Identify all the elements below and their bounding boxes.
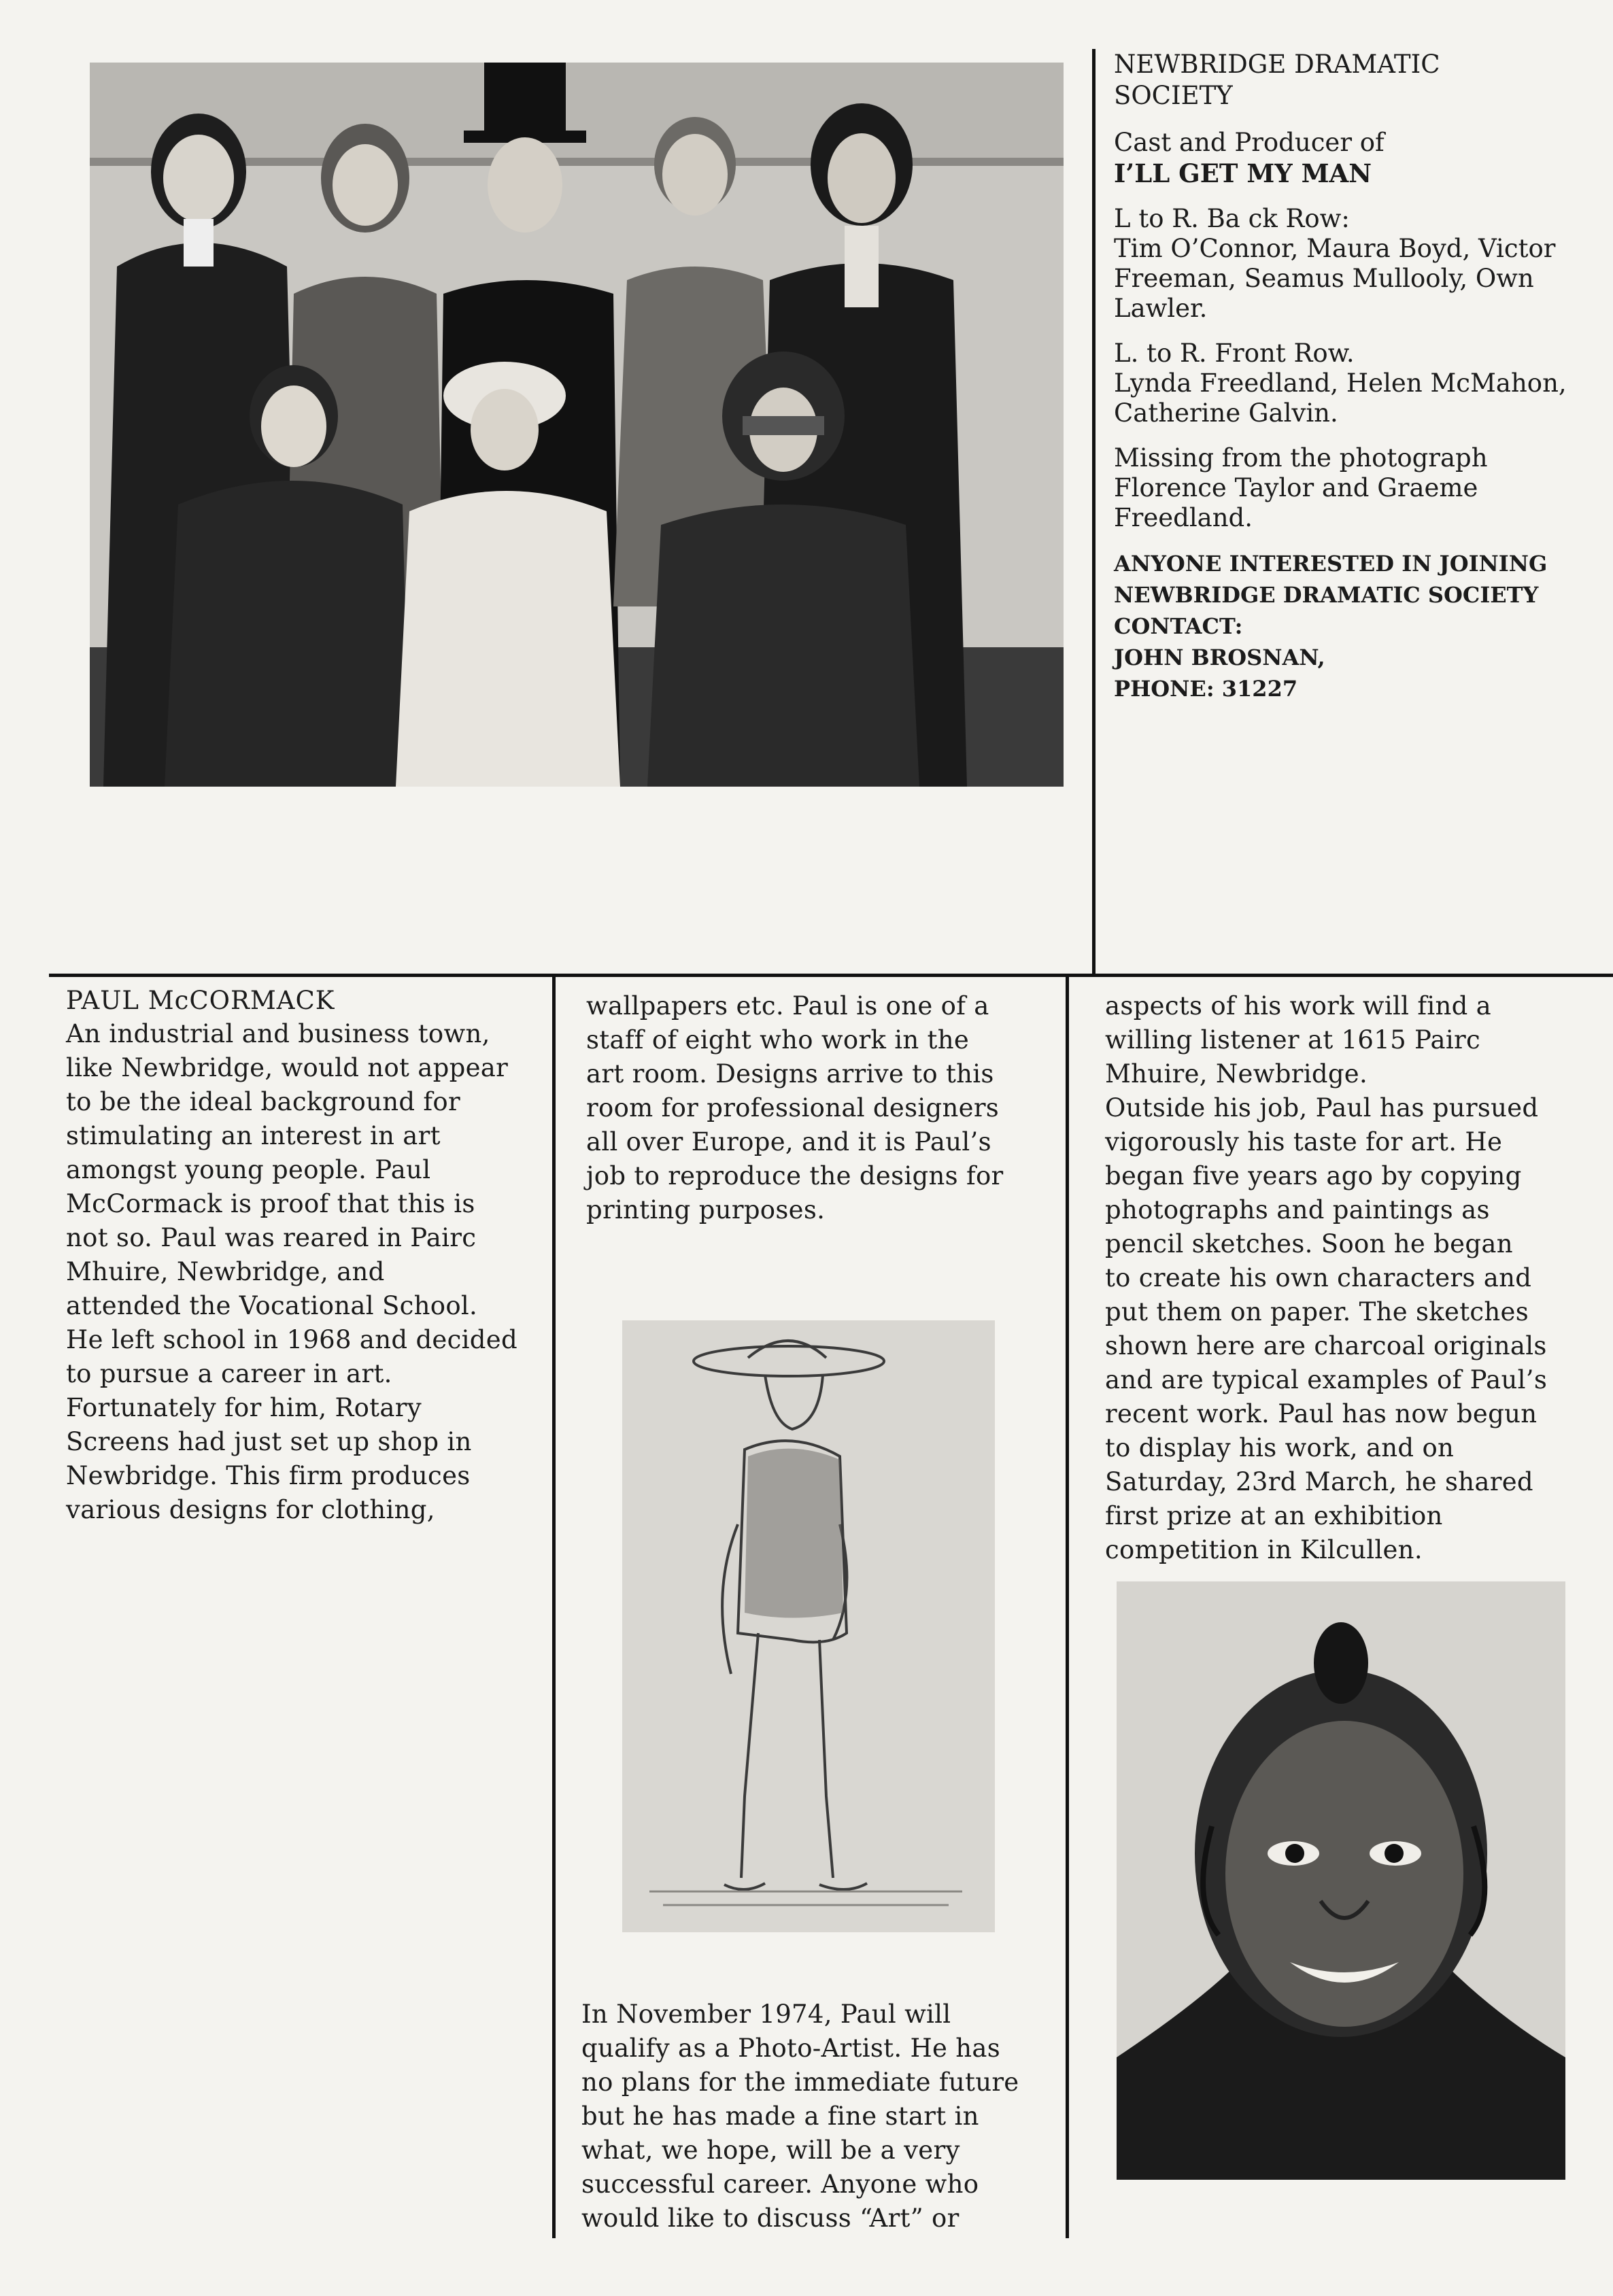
article-title: PAUL McCORMACK	[66, 986, 335, 1015]
article-column-2-top	[586, 989, 1055, 1227]
play-title: I’LL GET MY MAN	[1114, 158, 1372, 188]
cast-group-photo	[90, 63, 1064, 787]
back-row-names: L to R. Ba ck Row: Tim O’Connor, Maura Boyd, Victor Freeman, Seamus Mullooly, Own Lawler.	[1114, 204, 1556, 323]
photo-caption	[1114, 49, 1590, 704]
society-heading: NEWBRIDGE DRAMATIC SOCIETY	[1114, 50, 1440, 110]
section-divider	[49, 974, 1613, 977]
column-rule-right	[1066, 977, 1069, 2238]
contact-notice: ANYONE INTERESTED IN JOINING NEWBRIDGE DRAMATIC SOCIETY CONTACT: JOHN BROSNAN, PHONE: 31227	[1114, 551, 1548, 702]
caption-subheading: Cast and Producer of	[1114, 128, 1385, 157]
article-col3-text: aspects of his work will find a willing listener at 1615 Pairc Mhuire, Newbridge. Outside his job, Paul has pursued vigorously his taste for art. He began five years ago by copying photographs and paintings as pencil sketches. Soon he began to create his own characters and put them on paper. The sketches shown here are charcoal originals and are typical examples of Paul’s recent work. Paul has now begun to display his work, and on Saturday, 23rd March, he shared first prize at an exhibition competition in Kilcullen.	[1105, 991, 1548, 1564]
article-col2-bottom-text: In November 1974, Paul will qualify as a Photo-Artist. He has no plans for the immediate future but he has made a fine start in what, we hope, will be a very successful career. Anyone who would like to discuss “Art” or	[581, 2000, 1019, 2233]
article-col2-top-text: wallpapers etc. Paul is one of a staff of eight who work in the art room. Designs arrive to this room for professional designers all over Europe, and it is Paul’s job to reproduce the designs for printing purposes.	[586, 991, 1004, 1224]
article-column-3	[1105, 989, 1595, 1567]
front-row-names: L. to R. Front Row. Lynda Freedland, Helen McMahon, Catherine Galvin.	[1114, 339, 1567, 428]
column-rule-top	[1092, 49, 1096, 974]
article-col1-text: An industrial and business town, like Newbridge, would not appear to be the ideal background for stimulating an interest in art amongst young people. Paul McCormack is proof that this is not so. Paul was reared in Pairc Mhuire, Newbridge, and attended the Vocational School. He left school in 1968 and decided to pursue a career in art. Fortunately for him, Rotary Screens had just set up shop in Newbridge. This firm produces various designs for clothing,	[66, 1019, 517, 1524]
column-rule-left	[552, 977, 556, 2238]
charcoal-sketch-man	[622, 1320, 995, 1932]
article-column-2-bottom	[581, 1998, 1057, 2235]
missing-names: Missing from the photograph Florence Taylor and Graeme Freedland.	[1114, 443, 1488, 532]
charcoal-sketch-portrait	[1117, 1581, 1565, 2180]
article-column-1	[66, 984, 535, 1527]
